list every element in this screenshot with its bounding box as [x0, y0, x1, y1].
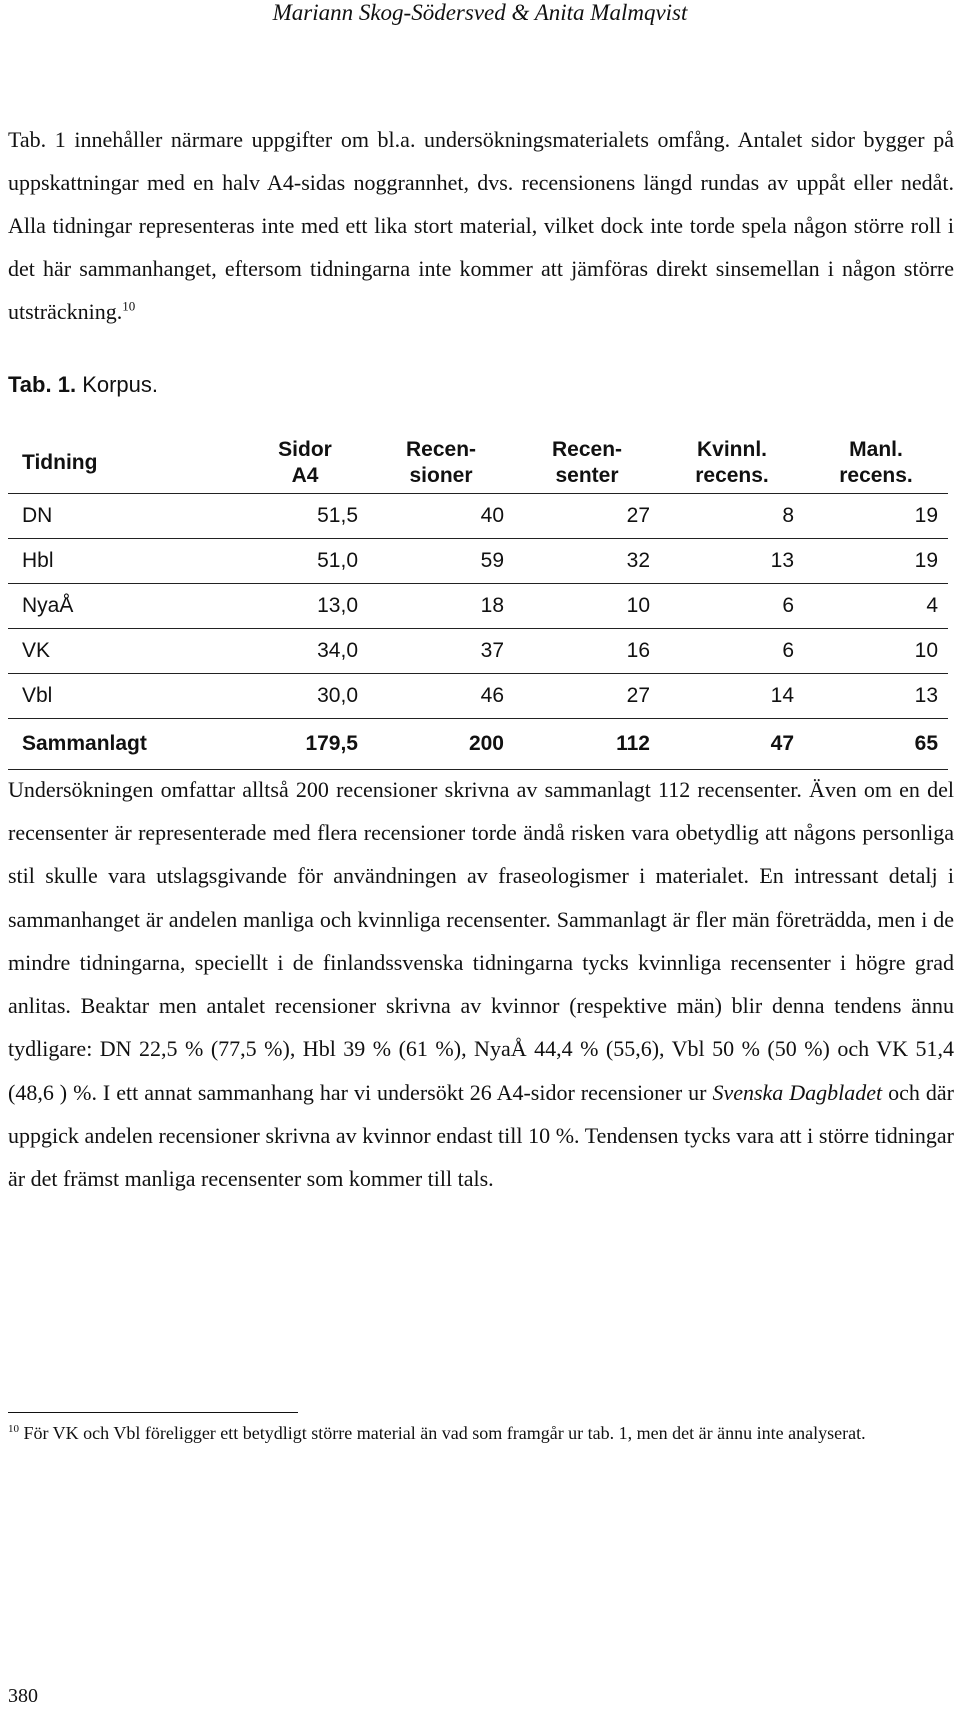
- table-cell: 10: [514, 584, 660, 629]
- table-row: [8, 494, 948, 539]
- table-cell: 10: [804, 629, 948, 674]
- table-cell: 112: [514, 719, 660, 770]
- table-cell: 6: [660, 629, 804, 674]
- header-sidor: Sidor A4: [278, 438, 332, 487]
- table-cell: 16: [514, 629, 660, 674]
- body-text-part2: och där uppgick andelen recensioner skrivna av kvinnor endast till 10 %. Tendensen tycks vara att i större tidningar är det främst manliga recensenter som kommer till tals.: [8, 1079, 954, 1191]
- body-text-part1: Undersökningen omfattar alltså 200 recensioner skrivna av sammanlagt 112 recensenter. Även om en del recensenter är representerade med flera recensioner torde ändå risken vara obetydlig att någons personliga stil skulle vara utslagsgivande för användningen av fraseologismer i materialet. En intressant detalj i sammanhanget är andelen manliga och kvinnliga recensenter. Sammanlagt är fler män företrädda, men i de mindre tidningarna, speciellt i de finlandssvenska tidningarna tycks kvinnliga recensenter i högre grad anlitas. Beaktar men antalet recensioner skrivna av kvinnor (respektive män) blir denna tendens ännu tydligare: DN 22,5 % (77,5 %), Hbl 39 % (61 %), NyaÅ 44,4 % (55,6), Vbl 50 % (50 %) och VK 51,4 (48,6 ) %. I ett annat sammanhang har vi undersökt 26 A4-sidor recensioner ur: [8, 777, 954, 1105]
- body-paragraph: [8, 768, 954, 1200]
- footnote-ref: 10: [122, 299, 136, 315]
- page-number: 380: [8, 1685, 38, 1707]
- header-kvinnl: Kvinnl. recens.: [695, 438, 769, 487]
- footnote-number: 10: [8, 1423, 19, 1435]
- table-label: Tab. 1.: [8, 372, 77, 397]
- footnote: [8, 1420, 954, 1447]
- table-cell: 59: [368, 539, 514, 584]
- table-cell: DN: [8, 494, 242, 539]
- table-cell: 65: [804, 719, 948, 770]
- table-cell: 200: [368, 719, 514, 770]
- table-cell: 34,0: [242, 629, 368, 674]
- table-cell: 40: [368, 494, 514, 539]
- header-recensioner: Recen- sioner: [405, 438, 477, 487]
- table-cell: Vbl: [8, 674, 242, 719]
- intro-paragraph: [8, 118, 954, 334]
- table-cell: 13,0: [242, 584, 368, 629]
- table-row: [8, 674, 948, 719]
- table-row: [8, 539, 948, 584]
- newspaper-title: Svenska Dagbladet: [712, 1079, 883, 1105]
- table-cell: VK: [8, 629, 242, 674]
- table-cell: 19: [804, 494, 948, 539]
- table-title: Korpus.: [82, 372, 159, 397]
- running-header: Mariann Skog-Södersved & Anita Malmqvist: [272, 0, 688, 25]
- table-cell: Sammanlagt: [8, 719, 242, 770]
- table-cell: 51,5: [242, 494, 368, 539]
- table-row: [8, 584, 948, 629]
- table-total-row: [8, 719, 948, 770]
- table-cell: 19: [804, 539, 948, 584]
- table-cell: 6: [660, 584, 804, 629]
- header-recensenter: Recen- senter: [551, 438, 623, 487]
- table-cell: NyaÅ: [8, 584, 242, 629]
- header-manl: Manl. recens.: [839, 438, 913, 487]
- table-cell: 51,0: [242, 539, 368, 584]
- table-cell: 47: [660, 719, 804, 770]
- table-cell: 13: [804, 674, 948, 719]
- table-cell: 46: [368, 674, 514, 719]
- table-cell: 32: [514, 539, 660, 584]
- table-cell: 30,0: [242, 674, 368, 719]
- header-tidning: Tidning: [22, 451, 98, 474]
- table-caption: [8, 372, 158, 398]
- footnote-divider: [8, 1412, 298, 1413]
- table-cell: 37: [368, 629, 514, 674]
- footnote-text: För VK och Vbl föreligger ett betydligt större material än vad som framgår ur tab. 1, men det är ännu inte analyserat.: [19, 1423, 866, 1443]
- corpus-table: [8, 433, 948, 770]
- table-cell: Hbl: [8, 539, 242, 584]
- table-cell: 8: [660, 494, 804, 539]
- table-header-row: [8, 433, 948, 494]
- intro-paragraph-text: Tab. 1 innehåller närmare uppgifter om bl.a. undersökningsmaterialets omfång. Antalet sidor bygger på uppskattningar med en halv A4-sidas noggrannhet, dvs. recensionens längd rundas av uppåt eller nedåt. Alla tidningar representeras inte med ett lika stort material, vilket dock inte torde spela någon större roll i det här sammanhanget, eftersom tidningarna inte kommer att jämföras direkt sinsemellan i någon större utsträckning.: [8, 127, 954, 325]
- table-cell: 13: [660, 539, 804, 584]
- table-cell: 27: [514, 674, 660, 719]
- table-cell: 4: [804, 584, 948, 629]
- table-row: [8, 629, 948, 674]
- table-cell: 18: [368, 584, 514, 629]
- table-cell: 27: [514, 494, 660, 539]
- table-cell: 179,5: [242, 719, 368, 770]
- table-cell: 14: [660, 674, 804, 719]
